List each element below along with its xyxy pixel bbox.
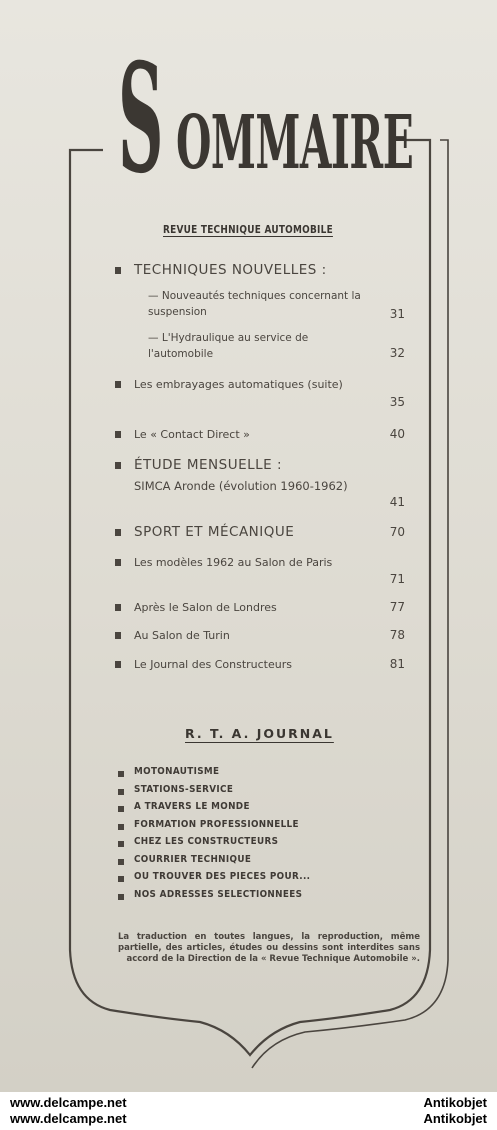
bullet-icon <box>115 632 121 639</box>
bullet-icon <box>118 824 124 830</box>
bullet-icon <box>118 789 124 795</box>
list-item <box>118 801 398 819</box>
toc-entry-label: ÉTUDE MENSUELLE : <box>134 457 283 473</box>
list-item-label: OU TROUVER DES PIECES POUR... <box>134 871 311 882</box>
list-item-label: A TRAVERS LE MONDE <box>134 801 250 812</box>
list-item <box>118 871 398 889</box>
toc-entry-page: 81 <box>389 657 405 671</box>
list-item-label: FORMATION PROFESSIONNELLE <box>134 818 299 830</box>
toc-entry-page: 35 <box>389 395 405 409</box>
title-rest: OMMAIRE <box>176 100 414 186</box>
journal-list <box>118 766 398 906</box>
list-item <box>118 784 398 802</box>
bullet-icon <box>118 771 124 777</box>
watermark-footer <box>0 1092 497 1130</box>
toc-entry-label: — Nouveautés techniques concernant la suspension <box>148 290 361 318</box>
bullet-icon <box>115 431 121 438</box>
title-initial: S <box>118 30 164 207</box>
list-item-label: STATIONS-SERVICE <box>134 783 234 795</box>
bullet-icon <box>115 462 121 469</box>
bullet-icon <box>115 559 121 566</box>
list-item-label: COURRIER TECHNIQUE <box>134 853 252 865</box>
bullet-icon <box>115 267 121 274</box>
list-item-label: MOTONAUTISME <box>134 766 220 777</box>
bullet-icon <box>118 841 124 847</box>
toc-entry-label: TECHNIQUES NOUVELLES : <box>134 262 327 278</box>
toc-entry-label: Le Journal des Constructeurs <box>134 658 292 671</box>
list-item <box>118 766 398 784</box>
toc-entry-page: 32 <box>389 346 405 360</box>
watermark-right-bottom: Antikobjet <box>423 1111 487 1126</box>
toc-entry-page: 71 <box>389 572 405 586</box>
toc-entry-page: 40 <box>389 427 405 441</box>
bullet-icon <box>118 894 124 900</box>
bullet-icon <box>115 604 121 611</box>
toc-entry-page: 78 <box>389 628 405 642</box>
toc-entry-label: Au Salon de Turin <box>134 629 230 642</box>
watermark-right-top: Antikobjet <box>423 1095 487 1110</box>
list-item <box>118 836 398 854</box>
watermark-left-top: www.delcampe.net <box>10 1095 127 1110</box>
toc-entry-label: SPORT ET MÉCANIQUE <box>134 524 295 540</box>
toc-entry-label: Le « Contact Direct » <box>134 428 250 441</box>
watermark-left-bottom: www.delcampe.net <box>10 1111 127 1126</box>
toc-entry-page: 77 <box>389 600 405 614</box>
bullet-icon <box>118 806 124 812</box>
bullet-icon <box>115 381 121 388</box>
toc-entry-label: Après le Salon de Londres <box>134 601 277 614</box>
list-item <box>118 819 398 837</box>
bullet-icon <box>115 661 121 668</box>
toc-entry-page: 41 <box>389 495 405 509</box>
bullet-icon <box>118 876 124 882</box>
subtitle: REVUE TECHNIQUE AUTOMOBILE <box>163 224 333 236</box>
toc-entry-label: Les modèles 1962 au Salon de Paris <box>134 556 333 569</box>
toc-entry-page: 31 <box>389 307 405 321</box>
list-item <box>118 889 398 907</box>
page-title <box>118 30 414 207</box>
legal-notice: La traduction en toutes langues, la reproduction, même partielle, des articles, études ou dessins sont interdites sans accord de la Direction de la « Revue Technique Automobile ». <box>118 932 420 964</box>
toc-entry-label: — L'Hydraulique au service de l'automobile <box>148 332 309 360</box>
bullet-icon <box>115 529 121 536</box>
toc-entry-label: Les embrayages automatiques (suite) <box>134 378 343 391</box>
toc-entry-label: SIMCA Aronde (évolution 1960-1962) <box>134 479 348 493</box>
list-item <box>118 854 398 872</box>
list-item-label: NOS ADRESSES SELECTIONNEES <box>134 888 303 900</box>
list-item-label: CHEZ LES CONSTRUCTEURS <box>134 836 279 847</box>
toc-entry-page: 70 <box>389 525 405 539</box>
bullet-icon <box>118 859 124 865</box>
journal-title: R. T. A. JOURNAL <box>185 726 334 741</box>
